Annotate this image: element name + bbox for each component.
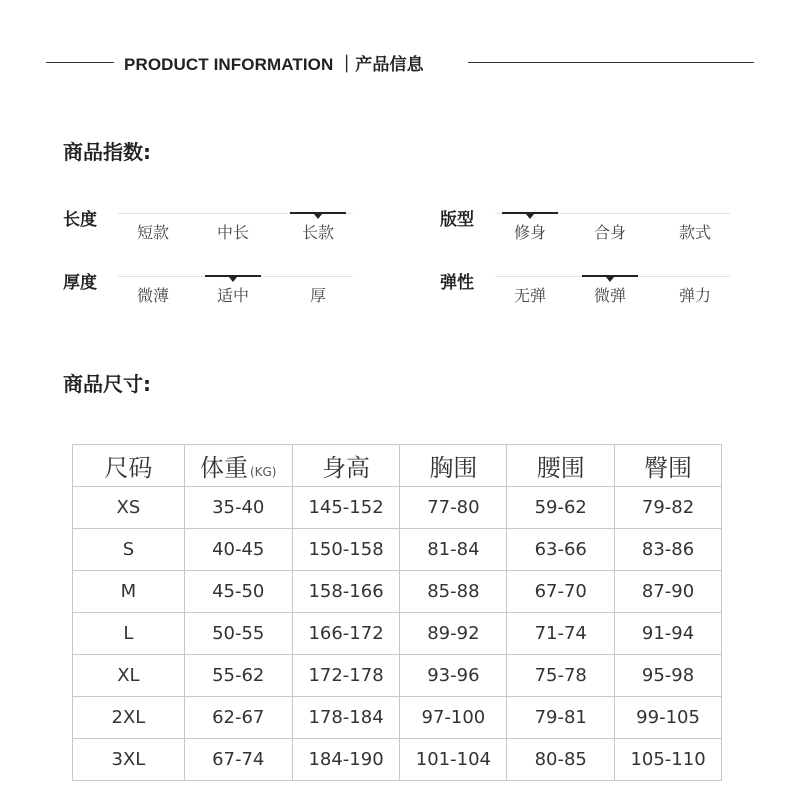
section-header xyxy=(46,48,754,76)
table-cell: 63-66 xyxy=(507,529,615,571)
index-option: 微薄 xyxy=(136,286,169,305)
table-row xyxy=(73,655,722,697)
table-cell: 71-74 xyxy=(507,613,615,655)
index-label: 弹性 xyxy=(440,273,474,293)
table-cell: 145-152 xyxy=(292,487,400,529)
size-table xyxy=(72,444,722,781)
table-cell: 87-90 xyxy=(615,571,722,613)
table-cell: XS xyxy=(73,487,185,529)
table-row xyxy=(73,529,722,571)
table-cell: 91-94 xyxy=(615,613,722,655)
table-cell: 45-50 xyxy=(184,571,292,613)
index-row-thickness xyxy=(63,268,353,308)
index-row-fit xyxy=(440,205,730,245)
table-cell: 172-178 xyxy=(292,655,400,697)
index-option-selected: 修身 xyxy=(500,214,560,243)
table-cell: 77-80 xyxy=(400,487,507,529)
index-option: 合身 xyxy=(593,223,626,242)
index-option: 款式 xyxy=(678,223,711,242)
column-header: 身高 xyxy=(292,445,400,487)
column-header: 臀围 xyxy=(615,445,722,487)
table-cell: 83-86 xyxy=(615,529,722,571)
table-row xyxy=(73,739,722,781)
table-cell: 75-78 xyxy=(507,655,615,697)
index-option: 无弹 xyxy=(513,286,546,305)
table-cell: 2XL xyxy=(73,697,185,739)
index-row-length xyxy=(63,205,353,245)
table-cell: S xyxy=(73,529,185,571)
product-index-title: 商品指数: xyxy=(63,140,151,164)
header-divider-right xyxy=(468,62,754,63)
index-label: 长度 xyxy=(63,210,97,230)
table-row xyxy=(73,487,722,529)
header-title: PRODUCT INFORMATION ｜产品信息 xyxy=(124,55,424,74)
index-option: 厚 xyxy=(309,286,326,305)
table-cell: 85-88 xyxy=(400,571,507,613)
table-cell: 101-104 xyxy=(400,739,507,781)
table-cell: 3XL xyxy=(73,739,185,781)
index-label: 厚度 xyxy=(63,273,97,293)
table-cell: 184-190 xyxy=(292,739,400,781)
table-cell: 89-92 xyxy=(400,613,507,655)
table-cell: 95-98 xyxy=(615,655,722,697)
table-cell: 105-110 xyxy=(615,739,722,781)
table-cell: 55-62 xyxy=(184,655,292,697)
column-header: 胸围 xyxy=(400,445,507,487)
table-row xyxy=(73,571,722,613)
index-label: 版型 xyxy=(440,210,474,230)
table-cell: 67-74 xyxy=(184,739,292,781)
selected-marker-icon xyxy=(582,275,638,277)
selected-marker-icon xyxy=(502,212,558,214)
index-option-selected: 微弹 xyxy=(580,277,640,306)
table-cell: 79-81 xyxy=(507,697,615,739)
table-cell: 62-67 xyxy=(184,697,292,739)
index-option: 中长 xyxy=(216,223,249,242)
header-divider-left xyxy=(46,62,114,63)
index-option-selected: 长款 xyxy=(288,214,348,243)
table-cell: 80-85 xyxy=(507,739,615,781)
table-row xyxy=(73,613,722,655)
table-cell: 93-96 xyxy=(400,655,507,697)
selected-marker-icon xyxy=(205,275,261,277)
table-row xyxy=(73,697,722,739)
index-row-elasticity xyxy=(440,268,730,308)
table-cell: 158-166 xyxy=(292,571,400,613)
table-cell: 166-172 xyxy=(292,613,400,655)
table-cell: XL xyxy=(73,655,185,697)
table-cell: 40-45 xyxy=(184,529,292,571)
table-cell: 67-70 xyxy=(507,571,615,613)
table-header-row xyxy=(73,445,722,487)
table-cell: 150-158 xyxy=(292,529,400,571)
table-cell: M xyxy=(73,571,185,613)
selected-marker-icon xyxy=(290,212,346,214)
table-cell: 50-55 xyxy=(184,613,292,655)
table-cell: L xyxy=(73,613,185,655)
table-cell: 97-100 xyxy=(400,697,507,739)
product-size-title: 商品尺寸: xyxy=(63,372,151,396)
column-header: 尺码 xyxy=(73,445,185,487)
index-option: 短款 xyxy=(136,223,169,242)
index-option: 弹力 xyxy=(678,286,711,305)
table-cell: 35-40 xyxy=(184,487,292,529)
table-cell: 59-62 xyxy=(507,487,615,529)
table-cell: 99-105 xyxy=(615,697,722,739)
table-cell: 81-84 xyxy=(400,529,507,571)
index-option-selected: 适中 xyxy=(203,277,263,306)
table-cell: 178-184 xyxy=(292,697,400,739)
table-cell: 79-82 xyxy=(615,487,722,529)
column-header: 体重 (KG) xyxy=(184,445,292,487)
column-header: 腰围 xyxy=(507,445,615,487)
